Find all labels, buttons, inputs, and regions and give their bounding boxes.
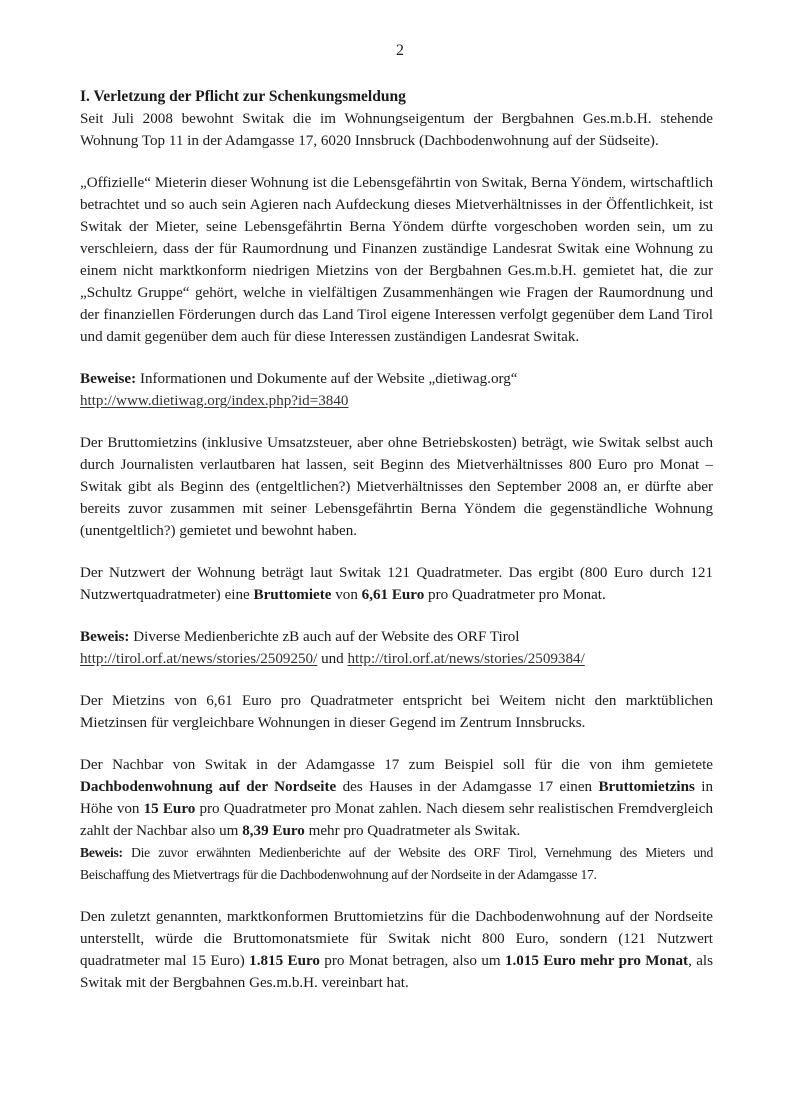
paragraph-usable-area bbox=[80, 562, 713, 606]
text-run: pro Quadratmeter pro Monat. bbox=[424, 587, 606, 603]
bold-15-euro: 15 Euro bbox=[143, 801, 196, 817]
dietiwag-link[interactable]: http://www.dietiwag.org/index.php?id=3840 bbox=[80, 393, 349, 409]
bold-monthly-difference: 1.015 Euro mehr pro Monat bbox=[504, 953, 689, 969]
text-run: von bbox=[331, 587, 362, 603]
text-run: mehr pro Quadratmeter als Switak. bbox=[304, 823, 521, 839]
evidence-label: Beweise: bbox=[80, 371, 137, 387]
paragraph-market-rent: Der Mietzins von 6,61 Euro pro Quadratmeter entspricht bei Weitem nicht den marktüblichen Mietzinsen für vergleichbare Wohnungen in dieser Gegend im Zentrum Innsbrucks. bbox=[80, 693, 713, 731]
evidence-block-1 bbox=[80, 368, 713, 412]
evidence-block-2 bbox=[80, 626, 713, 670]
text-run: pro Quadratmeter pro Monat zahlen. Nach diesem sehr realistischen Fremdvergleich zahlt der Nachbar also um bbox=[80, 801, 713, 839]
evidence-label: Beweis: bbox=[80, 845, 123, 860]
evidence-block-3 bbox=[80, 842, 713, 886]
evidence-text: Diverse Medienberichte zB auch auf der Website des ORF Tirol bbox=[129, 629, 520, 645]
text-run: Den zuletzt genannten, marktkonformen Bruttomietzins für die Dachbodenwohnung auf der Nordseite unterstellt, würde die Bruttomonatsmiete für Switak nicht 800 Euro, sondern (121 Nutzwert quadratmeter mal 15 Euro) bbox=[80, 909, 713, 969]
text-run: und bbox=[317, 651, 348, 667]
evidence-label: Beweis: bbox=[80, 629, 130, 645]
text-run: des Hauses in der Adamgasse 17 einen bbox=[336, 779, 599, 795]
bold-gross-rent: Bruttomiete bbox=[253, 587, 332, 603]
text-run: in Höhe von bbox=[80, 779, 714, 817]
section-heading: I. Verletzung der Pflicht zur Schenkungsmeldung bbox=[80, 88, 406, 105]
paragraph-conclusion bbox=[80, 906, 713, 994]
paragraph-residence: Seit Juli 2008 bewohnt Switak die im Wohnungseigentum der Bergbahnen Ges.m.b.H. stehende Wohnung Top 11 in der Adamgasse 17, 6020 Innsbruck (Dachbodenwohnung auf der Südseite). bbox=[80, 111, 713, 149]
paragraph-neighbour bbox=[80, 754, 713, 842]
evidence-text: Die zuvor erwähnten Medienberichte auf der Website des ORF Tirol, Vernehmung des Mieters und Beischaffung des Mietvertrags für die Dachbodenwohnung auf der Nordseite in der Adamgasse 17. bbox=[80, 845, 713, 882]
text-run: , als Switak mit der Bergbahnen Ges.m.b.H. vereinbart hat. bbox=[80, 953, 713, 991]
paragraph-official-tenant: „Offizielle“ Mieterin dieser Wohnung ist die Lebensgefährtin von Switak, Berna Yöndem, wirtschaftlich betrachtet und so auch sein Agieren nach Aufdeckung dieses Mietverhältnisses in der Öffentlichkeit, ist Switak der Mieter, seine Lebensgefährtin Berna Yöndem dürfte vorgeschoben worden sein, um zu verschleiern, dass der für Raumordnung und Finanzen zuständige Landesrat Switak eine Wohnung zu einem nicht marktkonform niedrigen Mietzins von der Bergbahnen Ges.m.b.H. gemietet hat, die zur „Schultz Gruppe“ gehört, welche in vielfältigen Zusammenhängen wie Fragen der Raumordnung und der finanziellen Förderungen durch das Land Tirol eigene Interessen verfolgt gegenüber dem Land Tirol und damit gegenüber dem auch für diese Interessen zuständigen Landesrat Switak. bbox=[80, 175, 713, 345]
text-run: pro Monat betragen, also um bbox=[319, 953, 505, 969]
bold-north-attic: Dachbodenwohnung auf der Nordseite bbox=[80, 779, 337, 795]
bold-market-rent-total: 1.815 Euro bbox=[249, 953, 320, 969]
text-run: Der Nachbar von Switak in der Adamgasse 17 zum Beispiel soll für die von ihm gemietete bbox=[80, 757, 713, 773]
document-body bbox=[80, 86, 713, 994]
page-number: 2 bbox=[396, 42, 404, 59]
bold-difference: 8,39 Euro bbox=[242, 823, 305, 839]
orf-link-1[interactable]: http://tirol.orf.at/news/stories/2509250/ bbox=[80, 651, 318, 667]
text-run: Der Nutzwert der Wohnung beträgt laut Switak 121 Quadratmeter. Das ergibt (800 Euro durch 121 Nutzwertquadratmeter) eine bbox=[80, 565, 713, 603]
bold-rent-per-sqm: 6,61 Euro bbox=[361, 587, 425, 603]
bold-gross-rent-term: Bruttomietzins bbox=[598, 779, 695, 795]
paragraph-gross-rent: Der Bruttomietzins (inklusive Umsatzsteuer, aber ohne Betriebskosten) beträgt, wie Switak selbst auch durch Journalisten verlautbaren hat lassen, seit Beginn des Mietverhältnisses 800 Euro pro Monat – Switak gibt als Beginn des (entgeltlichen?) Mietverhältnisses den September 2008 an, er dürfte aber bereits zuvor zusammen mit seiner Lebensgefährtin Berna Yöndem die gegenständliche Wohnung (unentgeltlich?) gemietet und bewohnt haben. bbox=[80, 435, 713, 539]
orf-link-2[interactable]: http://tirol.orf.at/news/stories/2509384/ bbox=[347, 651, 585, 667]
evidence-text: Informationen und Dokumente auf der Website „dietiwag.org“ bbox=[136, 371, 518, 387]
